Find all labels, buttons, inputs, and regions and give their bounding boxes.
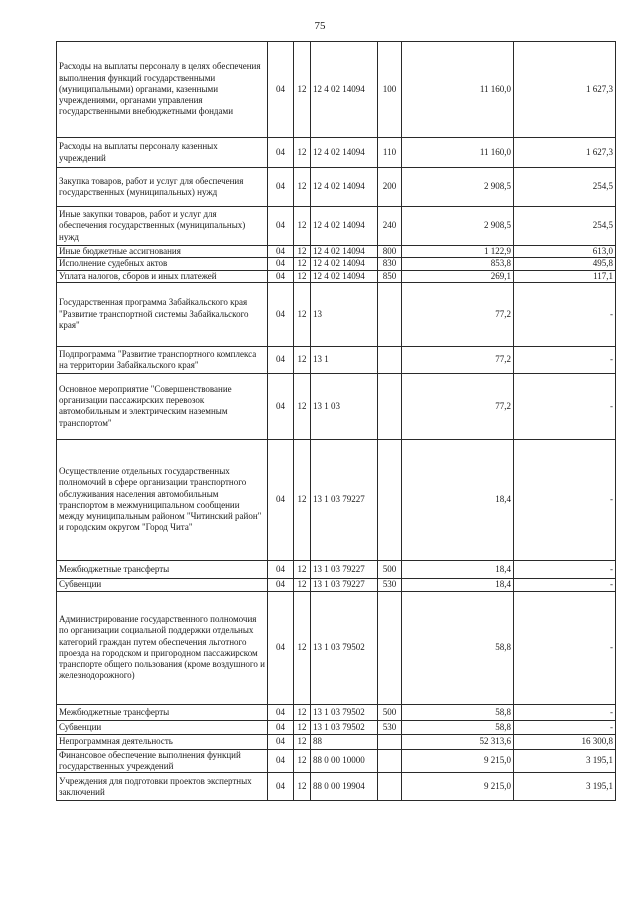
section-code-cell: 04 (268, 138, 294, 168)
section-code-cell: 04 (268, 258, 294, 270)
amount-2-cell: - (514, 373, 616, 439)
target-article-cell: 88 (311, 734, 378, 749)
subsection-code-cell: 12 (294, 282, 311, 346)
subsection-code-cell: 12 (294, 207, 311, 246)
section-code-cell: 04 (268, 773, 294, 801)
section-code-cell: 04 (268, 270, 294, 282)
target-article-cell: 12 4 02 14094 (311, 168, 378, 207)
expense-type-cell: 500 (378, 704, 402, 720)
amount-2-cell: - (514, 591, 616, 704)
subsection-code-cell: 12 (294, 168, 311, 207)
subsection-code-cell: 12 (294, 720, 311, 734)
table-row (57, 704, 616, 720)
row-name-cell: Исполнение судебных актов (57, 258, 268, 270)
subsection-code-cell: 12 (294, 270, 311, 282)
amount-1-cell: 58,8 (402, 720, 514, 734)
amount-1-cell: 2 908,5 (402, 168, 514, 207)
section-code-cell: 04 (268, 591, 294, 704)
target-article-cell: 13 1 03 79502 (311, 591, 378, 704)
row-name-cell: Государственная программа Забайкальского края "Развитие транспортной системы Забайкальского края" (57, 282, 268, 346)
section-code-cell: 04 (268, 207, 294, 246)
expense-type-cell: 800 (378, 246, 402, 258)
row-name-cell: Межбюджетные трансферты (57, 704, 268, 720)
row-name-cell: Иные бюджетные ассигнования (57, 246, 268, 258)
amount-2-cell: 495,8 (514, 258, 616, 270)
amount-2-cell: - (514, 578, 616, 591)
target-article-cell: 13 1 (311, 346, 378, 373)
subsection-code-cell: 12 (294, 246, 311, 258)
subsection-code-cell: 12 (294, 734, 311, 749)
table-row (57, 168, 616, 207)
expense-type-cell: 240 (378, 207, 402, 246)
amount-1-cell: 18,4 (402, 578, 514, 591)
subsection-code-cell: 12 (294, 560, 311, 578)
budget-table (56, 41, 616, 801)
expense-type-cell (378, 282, 402, 346)
amount-1-cell: 77,2 (402, 346, 514, 373)
amount-1-cell: 77,2 (402, 282, 514, 346)
target-article-cell: 13 1 03 79502 (311, 704, 378, 720)
section-code-cell: 04 (268, 704, 294, 720)
section-code-cell: 04 (268, 282, 294, 346)
expense-type-cell: 830 (378, 258, 402, 270)
table-row (57, 591, 616, 704)
table-row (57, 258, 616, 270)
row-name-cell: Учреждения для подготовки проектов экспертных заключений (57, 773, 268, 801)
expense-type-cell (378, 734, 402, 749)
table-row (57, 720, 616, 734)
amount-1-cell: 9 215,0 (402, 749, 514, 773)
table-row (57, 749, 616, 773)
expense-type-cell: 500 (378, 560, 402, 578)
subsection-code-cell: 12 (294, 773, 311, 801)
table-row (57, 207, 616, 246)
amount-2-cell: - (514, 439, 616, 560)
amount-1-cell: 18,4 (402, 560, 514, 578)
row-name-cell: Осуществление отдельных государственных полномочий в сфере организации транспортного обслуживания населения автомобильным транспортом в межмуниципальном сообщении между муниципальным районом "Читинский район" и городским округом "Город Чита" (57, 439, 268, 560)
amount-2-cell: 16 300,8 (514, 734, 616, 749)
section-code-cell: 04 (268, 749, 294, 773)
section-code-cell: 04 (268, 439, 294, 560)
section-code-cell: 04 (268, 346, 294, 373)
amount-1-cell: 11 160,0 (402, 42, 514, 138)
section-code-cell: 04 (268, 168, 294, 207)
row-name-cell: Межбюджетные трансферты (57, 560, 268, 578)
row-name-cell: Финансовое обеспечение выполнения функций государственных учреждений (57, 749, 268, 773)
amount-2-cell: - (514, 346, 616, 373)
amount-1-cell: 58,8 (402, 591, 514, 704)
expense-type-cell: 530 (378, 578, 402, 591)
table-row (57, 246, 616, 258)
expense-type-cell (378, 346, 402, 373)
row-name-cell: Расходы на выплаты персоналу в целях обеспечения выполнения функций государственными (муниципальными) органами, казенными учреждениями, органами управления государственными внебюджетными фондами (57, 42, 268, 138)
section-code-cell: 04 (268, 734, 294, 749)
table-row (57, 282, 616, 346)
row-name-cell: Администрирование государственного полномочия по организации социальной поддержки отдельных категорий граждан путем обеспечения льготного проезда на городском и пригородном пассажирском транспорте общего пользования (кроме воздушного и железнодорожного) (57, 591, 268, 704)
amount-1-cell: 9 215,0 (402, 773, 514, 801)
row-name-cell: Уплата налогов, сборов и иных платежей (57, 270, 268, 282)
amount-2-cell: 1 627,3 (514, 138, 616, 168)
table-row (57, 346, 616, 373)
target-article-cell: 13 (311, 282, 378, 346)
amount-2-cell: 3 195,1 (514, 749, 616, 773)
target-article-cell: 13 1 03 79227 (311, 439, 378, 560)
amount-2-cell: - (514, 560, 616, 578)
subsection-code-cell: 12 (294, 578, 311, 591)
table-row (57, 270, 616, 282)
expense-type-cell (378, 439, 402, 560)
table-row (57, 773, 616, 801)
amount-2-cell: 117,1 (514, 270, 616, 282)
amount-1-cell: 18,4 (402, 439, 514, 560)
table-row (57, 42, 616, 138)
row-name-cell: Субвенции (57, 578, 268, 591)
amount-2-cell: 1 627,3 (514, 42, 616, 138)
expense-type-cell (378, 773, 402, 801)
target-article-cell: 88 0 00 19904 (311, 773, 378, 801)
section-code-cell: 04 (268, 720, 294, 734)
target-article-cell: 13 1 03 (311, 373, 378, 439)
amount-1-cell: 11 160,0 (402, 138, 514, 168)
table-row (57, 439, 616, 560)
table-row (57, 373, 616, 439)
subsection-code-cell: 12 (294, 439, 311, 560)
amount-1-cell: 2 908,5 (402, 207, 514, 246)
table-row (57, 138, 616, 168)
target-article-cell: 13 1 03 79227 (311, 578, 378, 591)
section-code-cell: 04 (268, 246, 294, 258)
target-article-cell: 12 4 02 14094 (311, 138, 378, 168)
row-name-cell: Расходы на выплаты персоналу казенных учреждений (57, 138, 268, 168)
target-article-cell: 12 4 02 14094 (311, 258, 378, 270)
amount-1-cell: 853,8 (402, 258, 514, 270)
subsection-code-cell: 12 (294, 704, 311, 720)
target-article-cell: 12 4 02 14094 (311, 246, 378, 258)
amount-2-cell: 613,0 (514, 246, 616, 258)
page-number: 75 (314, 20, 326, 32)
target-article-cell: 13 1 03 79502 (311, 720, 378, 734)
subsection-code-cell: 12 (294, 749, 311, 773)
target-article-cell: 88 0 00 10000 (311, 749, 378, 773)
row-name-cell: Непрограммная деятельность (57, 734, 268, 749)
subsection-code-cell: 12 (294, 591, 311, 704)
amount-2-cell: 254,5 (514, 168, 616, 207)
section-code-cell: 04 (268, 373, 294, 439)
expense-type-cell: 110 (378, 138, 402, 168)
subsection-code-cell: 12 (294, 258, 311, 270)
subsection-code-cell: 12 (294, 42, 311, 138)
subsection-code-cell: 12 (294, 346, 311, 373)
expense-type-cell (378, 591, 402, 704)
target-article-cell: 12 4 02 14094 (311, 270, 378, 282)
target-article-cell: 12 4 02 14094 (311, 42, 378, 138)
section-code-cell: 04 (268, 578, 294, 591)
row-name-cell: Подпрограмма "Развитие транспортного комплекса на территории Забайкальского края" (57, 346, 268, 373)
amount-2-cell: - (514, 720, 616, 734)
amount-1-cell: 58,8 (402, 704, 514, 720)
table-row (57, 560, 616, 578)
amount-1-cell: 52 313,6 (402, 734, 514, 749)
expense-type-cell (378, 373, 402, 439)
amount-2-cell: - (514, 704, 616, 720)
expense-type-cell: 100 (378, 42, 402, 138)
amount-2-cell: 3 195,1 (514, 773, 616, 801)
expense-type-cell: 850 (378, 270, 402, 282)
expense-type-cell (378, 749, 402, 773)
table-row (57, 578, 616, 591)
target-article-cell: 13 1 03 79227 (311, 560, 378, 578)
section-code-cell: 04 (268, 560, 294, 578)
subsection-code-cell: 12 (294, 373, 311, 439)
table-row (57, 734, 616, 749)
expense-type-cell: 200 (378, 168, 402, 207)
row-name-cell: Основное мероприятие "Совершенствование организации пассажирских перевозок автомобильным и электрическим наземным транспортом" (57, 373, 268, 439)
expense-type-cell: 530 (378, 720, 402, 734)
amount-2-cell: - (514, 282, 616, 346)
target-article-cell: 12 4 02 14094 (311, 207, 378, 246)
row-name-cell: Субвенции (57, 720, 268, 734)
amount-2-cell: 254,5 (514, 207, 616, 246)
row-name-cell: Иные закупки товаров, работ и услуг для обеспечения государственных (муниципальных) нужд (57, 207, 268, 246)
amount-1-cell: 269,1 (402, 270, 514, 282)
amount-1-cell: 77,2 (402, 373, 514, 439)
budget-table-body (57, 42, 616, 801)
section-code-cell: 04 (268, 42, 294, 138)
row-name-cell: Закупка товаров, работ и услуг для обеспечения государственных (муниципальных) нужд (57, 168, 268, 207)
amount-1-cell: 1 122,9 (402, 246, 514, 258)
subsection-code-cell: 12 (294, 138, 311, 168)
